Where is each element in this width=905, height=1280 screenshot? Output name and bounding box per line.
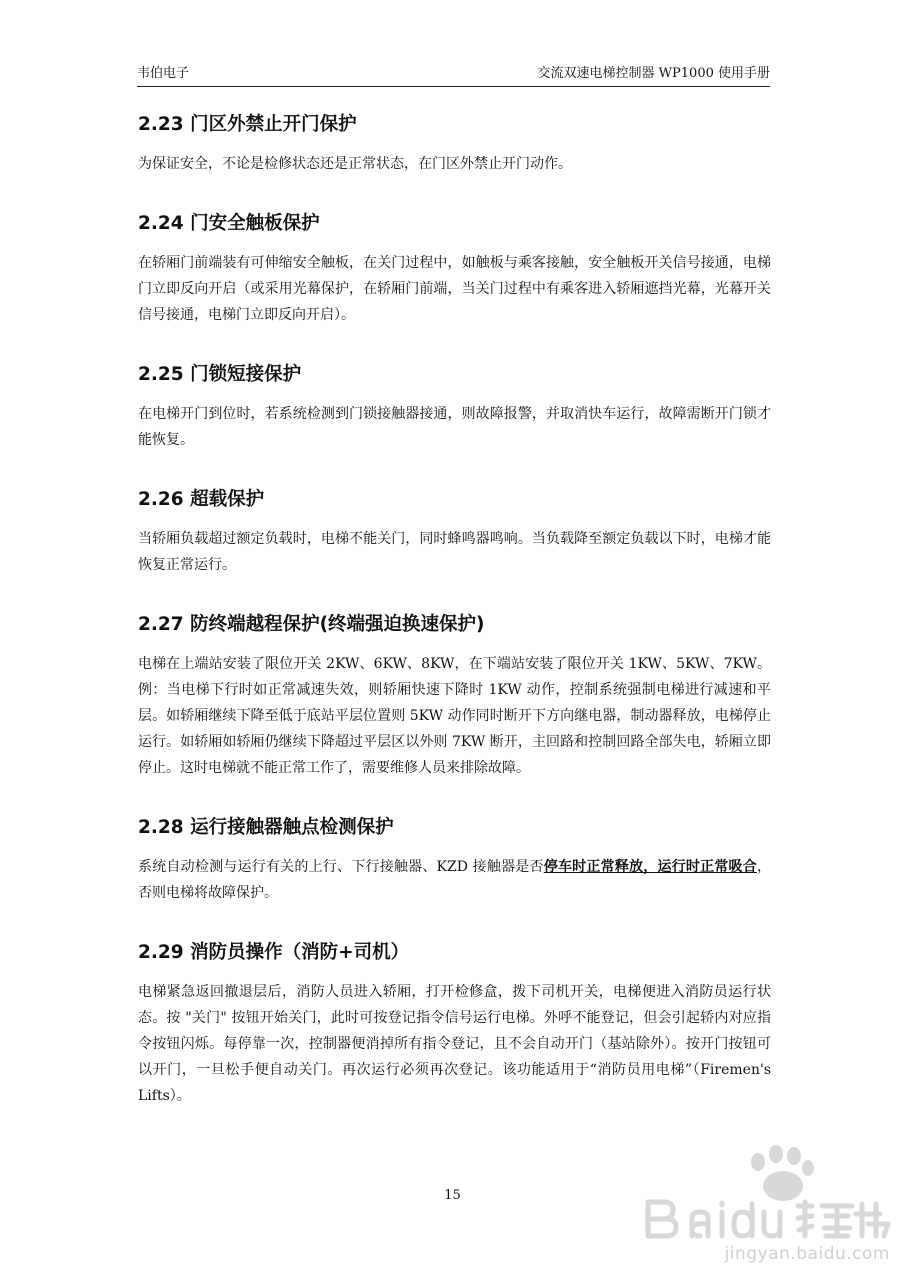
section-2-24: [138, 211, 771, 328]
section-title: 2.23 门区外禁止开门保护: [138, 114, 357, 135]
section-title: 2.24 门安全触板保护: [138, 213, 320, 234]
watermark-url: jingyan.baidu.com: [724, 1244, 890, 1264]
section-body: [138, 854, 771, 906]
section-2-25: [138, 362, 771, 453]
header-manual-title: 交流双速电梯控制器 WP1000 使用手册: [537, 66, 770, 81]
body-text: 系统自动检测与运行有关的上行、下行接触器、KZD 接触器是否: [138, 859, 544, 875]
section-2-28: [138, 815, 771, 906]
document-content: [138, 112, 771, 1109]
section-title: 2.28 运行接触器触点检测保护: [138, 817, 394, 838]
section-body: 在轿厢门前端装有可伸缩安全触板，在关门过程中，如触板与乘客接触，安全触板开关信号接通，电梯门立即反向开启（或采用光幕保护，在轿厢门前端，当关门过程中有乘客进入轿厢遮挡光幕，光幕开关信号接通，电梯门立即反向开启）。: [138, 255, 771, 323]
body-text: ，否则电梯将故障保护。: [138, 859, 771, 901]
section-2-26: [138, 487, 771, 578]
section-body: 当轿厢负载超过额定负载时，电梯不能关门，同时蜂鸣器鸣响。当负载降至额定负载以下时，电梯才能恢复正常运行。: [138, 531, 771, 573]
section-title: 2.27 防终端越程保护(终端强迫换速保护): [138, 614, 485, 635]
page-header: [137, 64, 770, 84]
section-body: 在电梯开门到位时，若系统检测到门锁接触器接通，则故障报警，并取消快车运行，故障需断开门锁才能恢复。: [138, 406, 771, 448]
section-2-27: [138, 612, 771, 781]
section-2-23: [138, 112, 771, 177]
header-divider: [137, 86, 770, 87]
emphasized-text: 停车时正常释放，运行时正常吸合: [543, 859, 757, 875]
section-title: 2.26 超载保护: [138, 489, 265, 510]
section-title: 2.29 消防员操作（消防+司机）: [138, 942, 410, 963]
header-company-name: 韦伯电子: [137, 66, 190, 81]
section-body: 为保证安全，不论是检修状态还是正常状态，在门区外禁止开门动作。: [138, 156, 572, 172]
section-body: 电梯在上端站安装了限位开关 2KW、6KW、8KW，在下端站安装了限位开关 1KW、5KW、7KW。例：当电梯下行时如正常减速失效，则轿厢快速下降时 1KW 动作，控制系统强制电梯进行减速和平层。如轿厢继续下降至低于底站平层位置则 5KW 动作同时断开下方向继电器，制动器释放，电梯停止运行。如轿厢如轿厢仍继续下降超过平层区以外则 7KW 断开，主回路和控制回路全部失电，轿厢立即停止。这时电梯就不能正常工作了，需要维修人员来排除故障。: [138, 656, 771, 776]
section-title: 2.25 门锁短接保护: [138, 364, 302, 385]
paw-logo-icon: [640, 1140, 895, 1245]
section-2-29: [138, 940, 771, 1109]
section-body: 电梯紧急返回撤退层后，消防人员进入轿厢，打开检修盒，拨下司机开关，电梯便进入消防员运行状态。按 "关门" 按钮开始关门，此时可按登记指令信号运行电梯。外呼不能登记，但会引起轿内对应指令按钮闪烁。每停靠一次，控制器便消掉所有指令登记，且不会自动开门（基站除外）。按开门按钮可以开门，一旦松手便自动关门。再次运行必须再次登记。该功能适用于“消防员用电梯”（Firemen's Lifts）。: [138, 984, 771, 1104]
watermark: [640, 1140, 895, 1270]
page-number: 15: [444, 1188, 461, 1203]
